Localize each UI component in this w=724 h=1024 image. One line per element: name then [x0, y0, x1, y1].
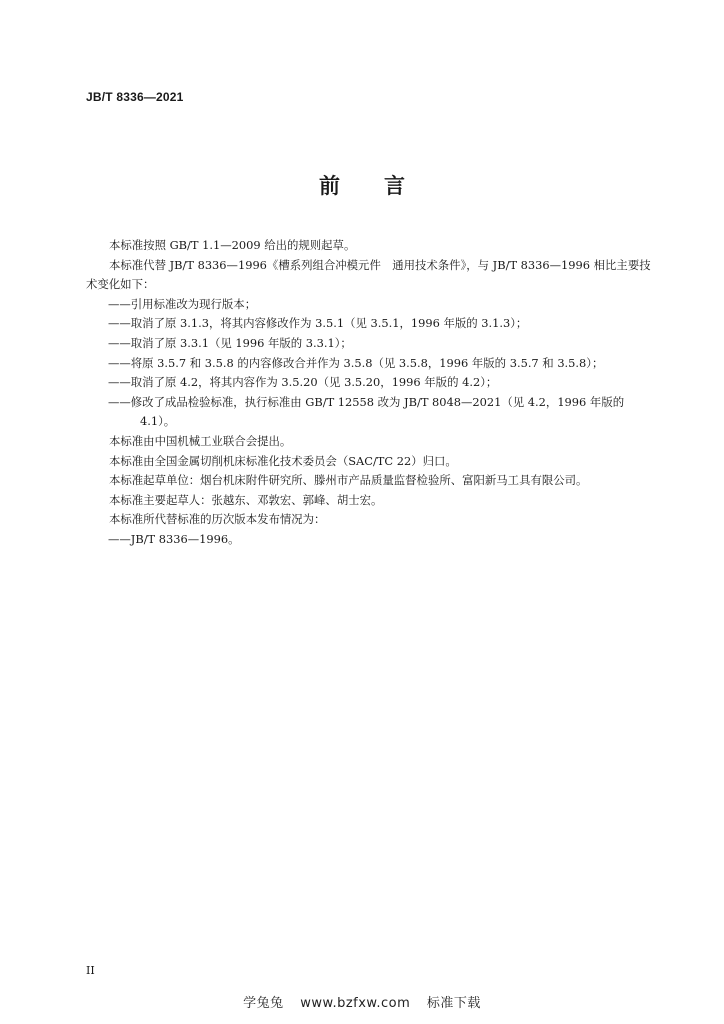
foreword-body — [86, 236, 660, 550]
paragraph: 本标准由中国机械工业联合会提出。 — [109, 433, 292, 448]
paragraph: 本标准起草单位：烟台机床附件研究所、滕州市产品质量监督检验所、富阳新马工具有限公司。 — [109, 473, 588, 488]
footer-slogan: 标准下载 — [426, 996, 481, 1011]
page-title: 前言 — [319, 174, 449, 198]
paragraph: 本标准主要起草人：张越东、邓敦宏、郭峰、胡士宏。 — [109, 492, 383, 507]
page-number: II — [86, 964, 95, 977]
watermark-footer — [0, 992, 724, 1011]
standard-code: JB/T 8336—2021 — [86, 90, 184, 104]
paragraph: 本标准所代替标准的历次版本发布情况为： — [109, 512, 326, 527]
list-item: ——取消了原 3.3.1（见 1996 年版的 3.3.1）； — [108, 335, 352, 350]
list-item: ——JB/T 8336—1996。 — [108, 531, 240, 546]
paragraph: 本标准按照 GB/T 1.1—2009 给出的规则起草。 — [109, 238, 356, 252]
list-item: ——将原 3.5.7 和 3.5.8 的内容修改合并作为 3.5.8（见 3.5.8，1996 年版的 3.5.7 和 3.5.8）； — [108, 355, 604, 370]
footer-site-name: 学兔兔 — [243, 996, 284, 1011]
footer-url[interactable]: www.bzfxw.com — [300, 996, 411, 1011]
list-item: ——取消了原 4.2，将其内容作为 3.5.20（见 3.5.20，1996 年版的 4.2）； — [108, 375, 498, 390]
paragraph: 本标准代替 JB/T 8336—1996《槽系列组合冲模元件 通用技术条件》，与 JB/T 8336—1996 相比主要技术变化如下： — [86, 257, 651, 292]
paragraph: 本标准由全国金属切削机床标准化技术委员会（SAC/TC 22）归口。 — [109, 453, 457, 468]
list-item: ——修改了成品检验标准，执行标准由 GB/T 12558 改为 JB/T 8048—2021（见 4.2，1996 年版的 4.1）。 — [108, 394, 625, 429]
list-item: ——取消了原 3.1.3，将其内容修改作为 3.5.1（见 3.5.1，1996 年版的 3.1.3）； — [108, 316, 528, 331]
list-item: ——引用标准改为现行版本； — [108, 296, 257, 311]
